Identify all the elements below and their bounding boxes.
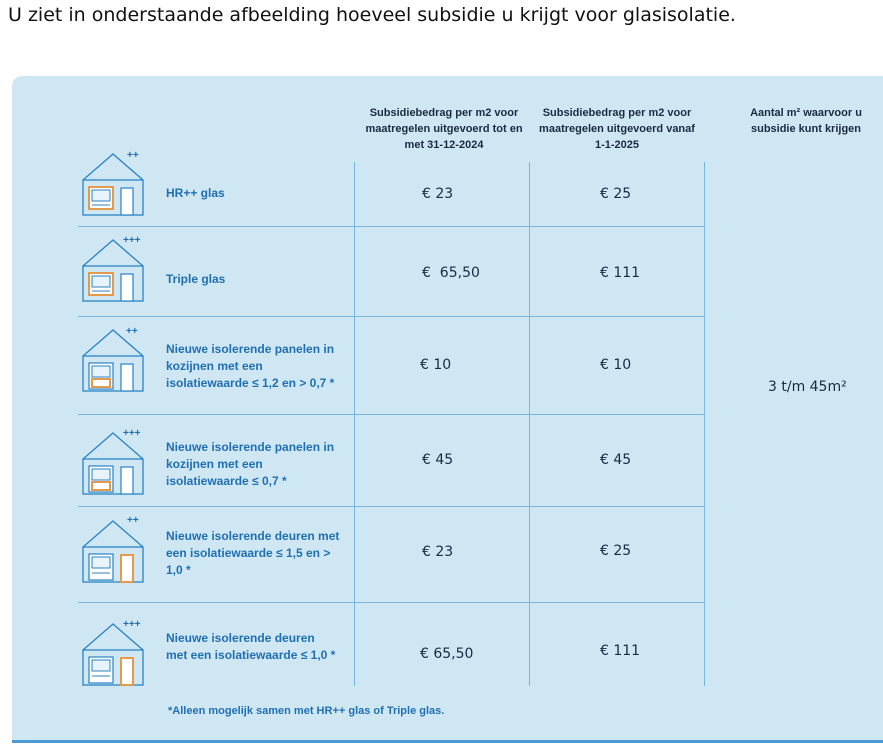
value-2025: € 25 xyxy=(600,186,632,202)
header-col-2025: Subsidiebedrag per m2 voor maatregelen uitgevoerd vanaf 1-1-2025 xyxy=(539,107,695,151)
house-panel-icon xyxy=(80,326,146,392)
plus-marker: +++ xyxy=(123,235,141,246)
house-door-icon xyxy=(80,517,146,583)
value-2024: € 23 xyxy=(422,544,454,560)
plus-marker: ++ xyxy=(126,326,138,337)
house-panel-icon xyxy=(80,429,146,495)
value-2025: € 111 xyxy=(600,643,641,659)
divider-h2 xyxy=(78,316,704,317)
row-label: Nieuwe isolerende deuren met een isolatiewaarde ≤ 1,5 en > 1,0 * xyxy=(166,529,340,577)
value-2025: € 10 xyxy=(600,357,632,373)
header-col-2024: Subsidiebedrag per m2 voor maatregelen uitgevoerd tot en met 31-12-2024 xyxy=(365,107,523,151)
plus-marker: ++ xyxy=(127,515,139,526)
plus-marker: ++ xyxy=(127,150,139,161)
divider-h1 xyxy=(78,226,704,227)
value-2025: € 45 xyxy=(600,452,632,468)
house-window-icon xyxy=(80,236,146,302)
house-window-icon xyxy=(80,150,146,216)
header-col-aantal: Aantal m² waarvoor u subsidie kunt krijgen xyxy=(750,107,862,135)
divider-v3 xyxy=(704,162,705,686)
value-2024: € 10 xyxy=(420,357,452,373)
aantal-m2-value: 3 t/m 45m² xyxy=(768,379,847,395)
divider-h4 xyxy=(78,506,704,507)
row-label: Nieuwe isolerende panelen in kozijnen met een isolatiewaarde ≤ 1,2 en > 0,7 * xyxy=(166,342,335,390)
value-2025: € 111 xyxy=(600,265,641,281)
plus-marker: +++ xyxy=(123,428,141,439)
value-2024: € 45 xyxy=(422,452,454,468)
divider-h5 xyxy=(78,602,704,603)
row-label: Nieuwe isolerende panelen in kozijnen met een isolatiewaarde ≤ 0,7 * xyxy=(166,440,335,488)
plus-marker: +++ xyxy=(123,619,141,630)
footnote: *Alleen mogelijk samen met HR++ glas of Triple glas. xyxy=(168,705,445,717)
divider-h3 xyxy=(78,414,704,415)
value-2025: € 25 xyxy=(600,543,632,559)
divider-v2 xyxy=(529,162,530,686)
row-label: Nieuwe isolerende deuren met een isolatiewaarde ≤ 1,0 * xyxy=(166,631,336,662)
value-2024: € 65,50 xyxy=(422,265,480,281)
intro-text: U ziet in onderstaande afbeelding hoeveel subsidie u krijgt voor glasisolatie. xyxy=(8,4,736,26)
row-label: Triple glas xyxy=(166,272,226,286)
bottom-border xyxy=(12,740,883,743)
value-2024: € 65,50 xyxy=(420,646,474,662)
divider-v1 xyxy=(354,162,355,686)
house-door-icon xyxy=(80,620,146,686)
value-2024: € 23 xyxy=(422,186,454,202)
row-label: HR++ glas xyxy=(166,186,225,200)
